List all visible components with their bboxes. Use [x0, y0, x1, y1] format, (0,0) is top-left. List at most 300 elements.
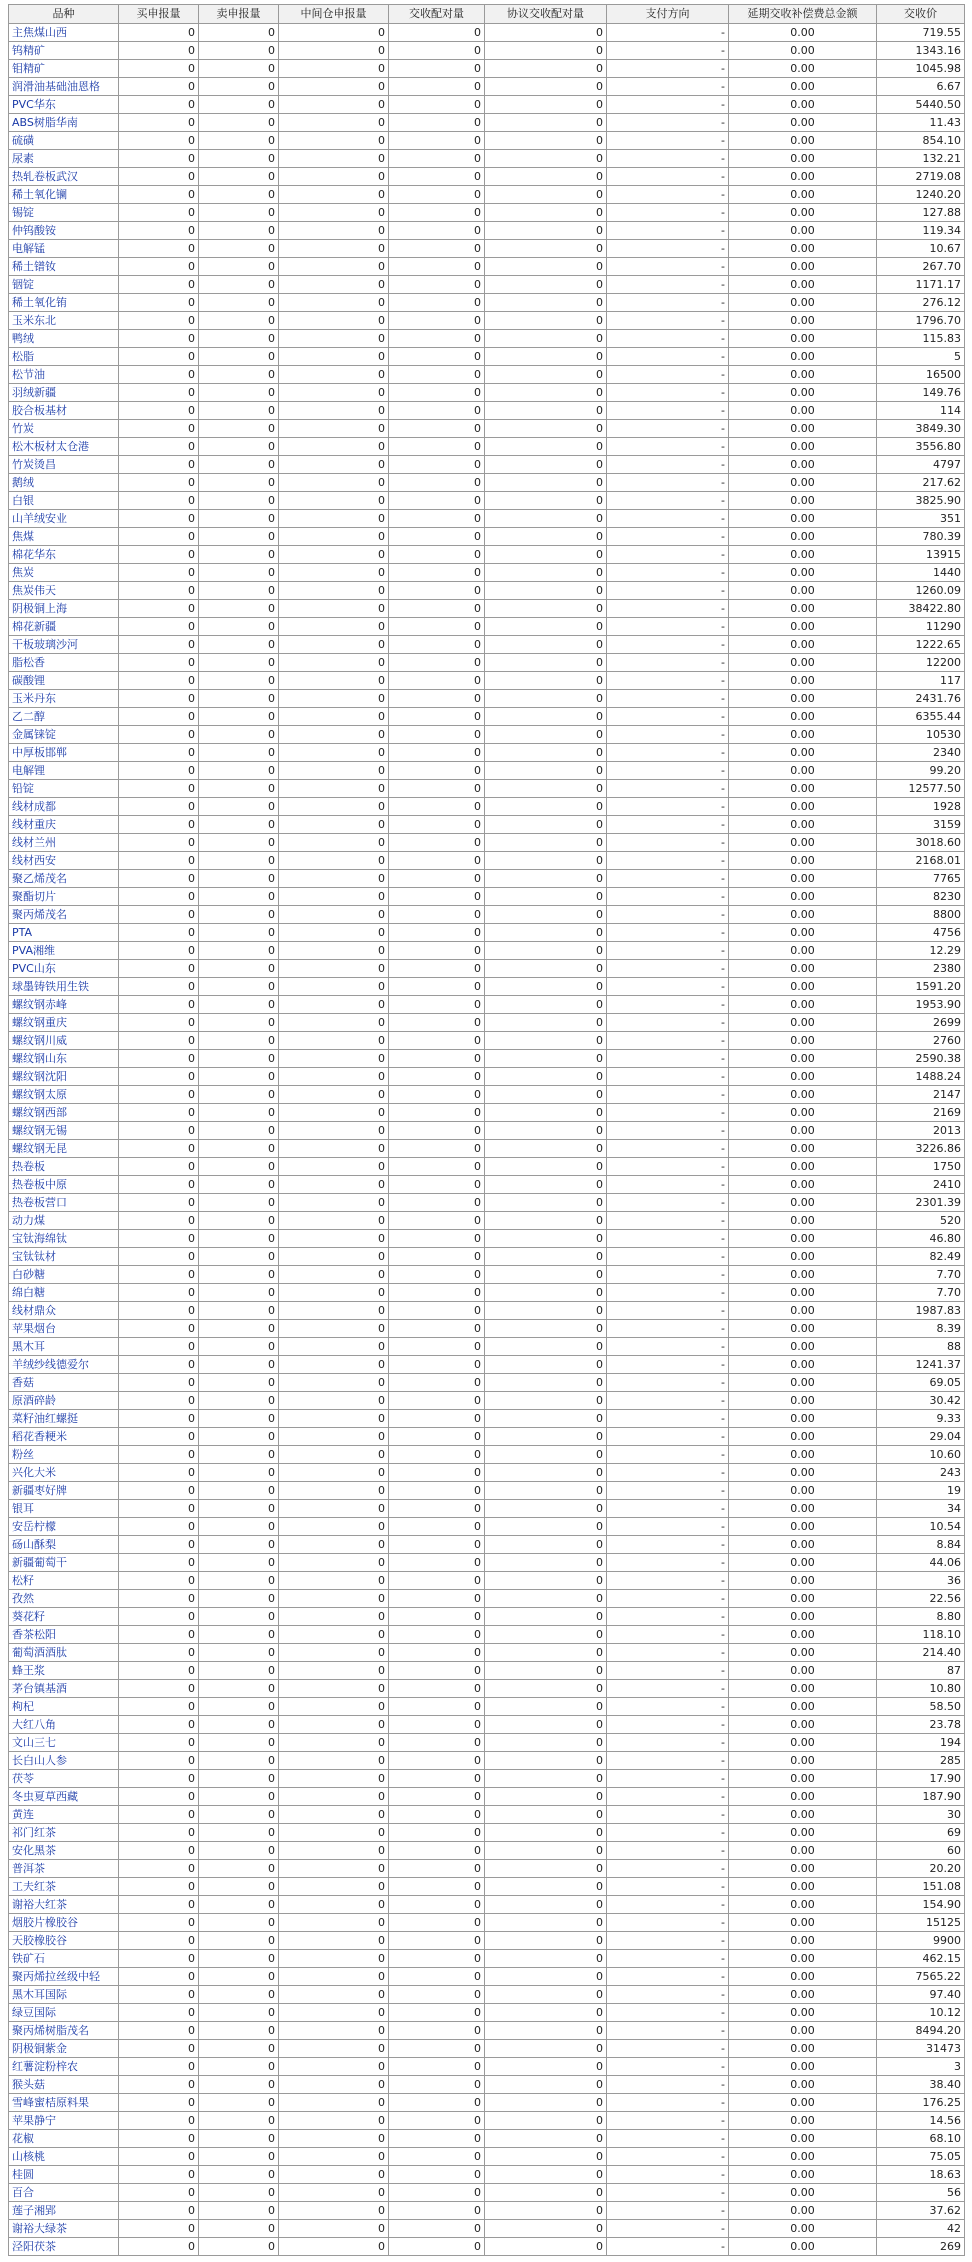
variety-cell[interactable]: 阴极铜紫金 [9, 2040, 119, 2058]
variety-cell[interactable]: PVC华东 [9, 96, 119, 114]
intermediate-declared-cell: 0 [279, 2022, 389, 2040]
variety-cell[interactable]: 泾阳茯茶 [9, 2238, 119, 2256]
variety-cell[interactable]: 孜然 [9, 1590, 119, 1608]
variety-cell[interactable]: 花椒 [9, 2130, 119, 2148]
variety-cell[interactable]: 阴极铜上海 [9, 600, 119, 618]
buy-declared-cell: 0 [119, 996, 199, 1014]
variety-cell[interactable]: 玉米丹东 [9, 690, 119, 708]
delivery-price-cell: 1488.24 [877, 1068, 965, 1086]
buy-declared-cell: 0 [119, 2130, 199, 2148]
variety-cell[interactable]: 茯苓 [9, 1770, 119, 1788]
agreement-matched-cell: 0 [485, 762, 607, 780]
agreement-matched-cell: 0 [485, 384, 607, 402]
variety-cell[interactable]: 聚丙烯树脂茂名 [9, 2022, 119, 2040]
variety-cell[interactable]: 白砂糖 [9, 1266, 119, 1284]
col-header-payment-direction: 支付方向 [607, 5, 729, 24]
variety-cell[interactable]: 烟胶片橡胶谷 [9, 1914, 119, 1932]
delivery-price-cell: 2590.38 [877, 1050, 965, 1068]
deferred-compensation-cell: 0.00 [729, 2184, 877, 2202]
variety-cell[interactable]: 脂松香 [9, 654, 119, 672]
delivery-matched-cell: 0 [389, 420, 485, 438]
variety-cell[interactable]: 桂圆 [9, 2166, 119, 2184]
variety-cell[interactable]: 线材鼎众 [9, 1302, 119, 1320]
payment-direction-cell: - [607, 1968, 729, 1986]
delivery-price-cell: 8.80 [877, 1608, 965, 1626]
intermediate-declared-cell: 0 [279, 1284, 389, 1302]
delivery-price-cell: 12200 [877, 654, 965, 672]
intermediate-declared-cell: 0 [279, 474, 389, 492]
sell-declared-cell: 0 [199, 384, 279, 402]
intermediate-declared-cell: 0 [279, 1554, 389, 1572]
sell-declared-cell: 0 [199, 1356, 279, 1374]
delivery-matched-cell: 0 [389, 1662, 485, 1680]
variety-cell[interactable]: 葡萄酒酒肽 [9, 1644, 119, 1662]
variety-cell[interactable]: 尿素 [9, 150, 119, 168]
deferred-compensation-cell: 0.00 [729, 1500, 877, 1518]
delivery-price-cell: 2169 [877, 1104, 965, 1122]
payment-direction-cell: - [607, 924, 729, 942]
variety-cell[interactable]: 润滑油基础油恩格 [9, 78, 119, 96]
variety-cell[interactable]: 金属铼锭 [9, 726, 119, 744]
intermediate-declared-cell: 0 [279, 1050, 389, 1068]
variety-cell[interactable]: 黑木耳 [9, 1338, 119, 1356]
payment-direction-cell: - [607, 2094, 729, 2112]
intermediate-declared-cell: 0 [279, 78, 389, 96]
variety-cell[interactable]: 香菇 [9, 1374, 119, 1392]
delivery-price-cell: 3159 [877, 816, 965, 834]
sell-declared-cell: 0 [199, 348, 279, 366]
payment-direction-cell: - [607, 1572, 729, 1590]
sell-declared-cell: 0 [199, 1086, 279, 1104]
variety-cell[interactable]: 原酒碎龄 [9, 1392, 119, 1410]
deferred-compensation-cell: 0.00 [729, 924, 877, 942]
variety-cell[interactable]: 黑木耳国际 [9, 1986, 119, 2004]
delivery-matched-cell: 0 [389, 2058, 485, 2076]
variety-cell[interactable]: 中厚板邯郸 [9, 744, 119, 762]
variety-cell[interactable]: 焦煤 [9, 528, 119, 546]
delivery-price-cell: 243 [877, 1464, 965, 1482]
variety-cell[interactable]: 宝钛钛材 [9, 1248, 119, 1266]
variety-cell[interactable]: 猴头菇 [9, 2076, 119, 2094]
variety-cell[interactable]: 螺纹钢山东 [9, 1050, 119, 1068]
deferred-compensation-cell: 0.00 [729, 1320, 877, 1338]
intermediate-declared-cell: 0 [279, 1500, 389, 1518]
buy-declared-cell: 0 [119, 24, 199, 42]
variety-cell[interactable]: 线材成都 [9, 798, 119, 816]
table-row [9, 42, 965, 60]
variety-cell[interactable]: 苹果烟台 [9, 1320, 119, 1338]
variety-cell[interactable]: 安化黑茶 [9, 1842, 119, 1860]
variety-cell[interactable]: 山羊绒安业 [9, 510, 119, 528]
table-row [9, 1266, 965, 1284]
variety-cell[interactable]: 铟锭 [9, 276, 119, 294]
variety-cell[interactable]: 聚丙烯拉丝级中轻 [9, 1968, 119, 1986]
variety-cell[interactable]: 仲钨酸铵 [9, 222, 119, 240]
deferred-compensation-cell: 0.00 [729, 1338, 877, 1356]
variety-cell[interactable]: 安岳柠檬 [9, 1518, 119, 1536]
agreement-matched-cell: 0 [485, 1608, 607, 1626]
variety-cell[interactable]: 球墨铸铁用生铁 [9, 978, 119, 996]
table-row [9, 2094, 965, 2112]
intermediate-declared-cell: 0 [279, 1734, 389, 1752]
deferred-compensation-cell: 0.00 [729, 672, 877, 690]
variety-cell[interactable]: 兴化大米 [9, 1464, 119, 1482]
delivery-table-container [8, 4, 964, 2256]
delivery-price-cell: 5 [877, 348, 965, 366]
intermediate-declared-cell: 0 [279, 402, 389, 420]
variety-cell[interactable]: 冬虫夏草西藏 [9, 1788, 119, 1806]
delivery-price-cell: 176.25 [877, 2094, 965, 2112]
table-row [9, 492, 965, 510]
variety-cell[interactable]: 羊绒纱线德爱尔 [9, 1356, 119, 1374]
intermediate-declared-cell: 0 [279, 60, 389, 78]
delivery-matched-cell: 0 [389, 1860, 485, 1878]
sell-declared-cell: 0 [199, 582, 279, 600]
delivery-price-cell: 10.80 [877, 1680, 965, 1698]
buy-declared-cell: 0 [119, 78, 199, 96]
variety-cell[interactable]: 螺纹钢赤峰 [9, 996, 119, 1014]
variety-cell[interactable]: 新疆葡萄干 [9, 1554, 119, 1572]
sell-declared-cell: 0 [199, 1500, 279, 1518]
payment-direction-cell: - [607, 2220, 729, 2238]
variety-cell[interactable]: 绿豆国际 [9, 2004, 119, 2022]
delivery-matched-cell: 0 [389, 1104, 485, 1122]
buy-declared-cell: 0 [119, 2076, 199, 2094]
variety-cell[interactable]: 竹炭 [9, 420, 119, 438]
buy-declared-cell: 0 [119, 2112, 199, 2130]
variety-cell[interactable]: 雪峰蜜桔原料果 [9, 2094, 119, 2112]
variety-cell[interactable]: 新疆枣好牌 [9, 1482, 119, 1500]
intermediate-declared-cell: 0 [279, 222, 389, 240]
agreement-matched-cell: 0 [485, 456, 607, 474]
sell-declared-cell: 0 [199, 2040, 279, 2058]
variety-cell[interactable]: 热卷板中原 [9, 1176, 119, 1194]
delivery-matched-cell: 0 [389, 2040, 485, 2058]
variety-cell[interactable]: 谢裕大绿茶 [9, 2220, 119, 2238]
delivery-price-cell: 38.40 [877, 2076, 965, 2094]
table-row [9, 1806, 965, 1824]
deferred-compensation-cell: 0.00 [729, 1878, 877, 1896]
intermediate-declared-cell: 0 [279, 798, 389, 816]
agreement-matched-cell: 0 [485, 1284, 607, 1302]
table-row [9, 312, 965, 330]
variety-cell[interactable]: PTA [9, 924, 119, 942]
sell-declared-cell: 0 [199, 2166, 279, 2184]
agreement-matched-cell: 0 [485, 726, 607, 744]
table-row [9, 114, 965, 132]
variety-cell[interactable]: 电解锰 [9, 240, 119, 258]
variety-cell[interactable]: 动力煤 [9, 1212, 119, 1230]
variety-cell[interactable]: 锡锭 [9, 204, 119, 222]
agreement-matched-cell: 0 [485, 1806, 607, 1824]
sell-declared-cell: 0 [199, 492, 279, 510]
delivery-price-cell: 351 [877, 510, 965, 528]
variety-cell[interactable]: 热轧卷板武汉 [9, 168, 119, 186]
buy-declared-cell: 0 [119, 1428, 199, 1446]
variety-cell[interactable]: 聚酯切片 [9, 888, 119, 906]
table-row [9, 1932, 965, 1950]
variety-cell[interactable]: 鹅绒 [9, 474, 119, 492]
variety-cell[interactable]: 文山三七 [9, 1734, 119, 1752]
buy-declared-cell: 0 [119, 1176, 199, 1194]
payment-direction-cell: - [607, 276, 729, 294]
agreement-matched-cell: 0 [485, 1104, 607, 1122]
deferred-compensation-cell: 0.00 [729, 1896, 877, 1914]
variety-cell[interactable]: 铅锭 [9, 780, 119, 798]
variety-cell[interactable]: 天胶橡胶谷 [9, 1932, 119, 1950]
payment-direction-cell: - [607, 366, 729, 384]
variety-cell[interactable]: 松木板材太仓港 [9, 438, 119, 456]
variety-cell[interactable]: 螺纹钢重庆 [9, 1014, 119, 1032]
variety-cell[interactable]: 主焦煤山西 [9, 24, 119, 42]
variety-cell[interactable]: 宝钛海绵钛 [9, 1230, 119, 1248]
delivery-price-cell: 3226.86 [877, 1140, 965, 1158]
buy-declared-cell: 0 [119, 744, 199, 762]
table-row [9, 564, 965, 582]
variety-cell[interactable]: 竹炭烫昌 [9, 456, 119, 474]
payment-direction-cell: - [607, 1410, 729, 1428]
agreement-matched-cell: 0 [485, 1158, 607, 1176]
payment-direction-cell: - [607, 1446, 729, 1464]
variety-cell[interactable]: 菜籽油红螺挺 [9, 1410, 119, 1428]
variety-cell[interactable]: 棉花华东 [9, 546, 119, 564]
variety-cell[interactable]: 山核桃 [9, 2148, 119, 2166]
variety-cell[interactable]: 胶合板基材 [9, 402, 119, 420]
deferred-compensation-cell: 0.00 [729, 1194, 877, 1212]
agreement-matched-cell: 0 [485, 312, 607, 330]
variety-cell[interactable]: 线材西安 [9, 852, 119, 870]
deferred-compensation-cell: 0.00 [729, 1284, 877, 1302]
delivery-matched-cell: 0 [389, 1464, 485, 1482]
variety-cell[interactable]: 银耳 [9, 1500, 119, 1518]
delivery-matched-cell: 0 [389, 708, 485, 726]
delivery-price-cell: 285 [877, 1752, 965, 1770]
buy-declared-cell: 0 [119, 168, 199, 186]
deferred-compensation-cell: 0.00 [729, 276, 877, 294]
variety-cell[interactable]: 螺纹钢太原 [9, 1086, 119, 1104]
variety-cell[interactable]: 砀山酥梨 [9, 1536, 119, 1554]
sell-declared-cell: 0 [199, 1608, 279, 1626]
buy-declared-cell: 0 [119, 564, 199, 582]
variety-cell[interactable]: 茅台镇基酒 [9, 1680, 119, 1698]
table-row [9, 1554, 965, 1572]
deferred-compensation-cell: 0.00 [729, 438, 877, 456]
buy-declared-cell: 0 [119, 1662, 199, 1680]
sell-declared-cell: 0 [199, 1302, 279, 1320]
variety-cell[interactable]: 长白山人参 [9, 1752, 119, 1770]
buy-declared-cell: 0 [119, 1698, 199, 1716]
payment-direction-cell: - [607, 1788, 729, 1806]
table-row [9, 1860, 965, 1878]
payment-direction-cell: - [607, 1068, 729, 1086]
delivery-price-cell: 20.20 [877, 1860, 965, 1878]
delivery-price-cell: 10.54 [877, 1518, 965, 1536]
agreement-matched-cell: 0 [485, 1248, 607, 1266]
sell-declared-cell: 0 [199, 438, 279, 456]
variety-cell[interactable]: 祁门红茶 [9, 1824, 119, 1842]
sell-declared-cell: 0 [199, 1518, 279, 1536]
variety-cell[interactable]: 螺纹钢沈阳 [9, 1068, 119, 1086]
table-row [9, 708, 965, 726]
variety-cell[interactable]: 螺纹钢川威 [9, 1032, 119, 1050]
delivery-price-cell: 8494.20 [877, 2022, 965, 2040]
payment-direction-cell: - [607, 2202, 729, 2220]
variety-cell[interactable]: PVA湘维 [9, 942, 119, 960]
deferred-compensation-cell: 0.00 [729, 1986, 877, 2004]
variety-cell[interactable]: 香茶松阳 [9, 1626, 119, 1644]
variety-cell[interactable]: 线材重庆 [9, 816, 119, 834]
variety-cell[interactable]: 螺纹钢无锡 [9, 1122, 119, 1140]
table-row [9, 1950, 965, 1968]
intermediate-declared-cell: 0 [279, 870, 389, 888]
variety-cell[interactable]: 钨精矿 [9, 42, 119, 60]
delivery-price-cell: 22.56 [877, 1590, 965, 1608]
variety-cell[interactable]: 谢裕大红茶 [9, 1896, 119, 1914]
variety-cell[interactable]: 钼精矿 [9, 60, 119, 78]
variety-cell[interactable]: 鸭绒 [9, 330, 119, 348]
table-row [9, 2166, 965, 2184]
variety-cell[interactable]: 铁矿石 [9, 1950, 119, 1968]
deferred-compensation-cell: 0.00 [729, 2004, 877, 2022]
delivery-price-cell: 4756 [877, 924, 965, 942]
agreement-matched-cell: 0 [485, 1536, 607, 1554]
payment-direction-cell: - [607, 1914, 729, 1932]
delivery-price-cell: 88 [877, 1338, 965, 1356]
variety-cell[interactable]: 碳酸锂 [9, 672, 119, 690]
variety-cell[interactable]: 焦炭 [9, 564, 119, 582]
variety-cell[interactable]: 玉米东北 [9, 312, 119, 330]
variety-cell[interactable]: 棉花新疆 [9, 618, 119, 636]
intermediate-declared-cell: 0 [279, 456, 389, 474]
variety-cell[interactable]: 蜂王浆 [9, 1662, 119, 1680]
delivery-matched-cell: 0 [389, 1500, 485, 1518]
sell-declared-cell: 0 [199, 456, 279, 474]
sell-declared-cell: 0 [199, 744, 279, 762]
deferred-compensation-cell: 0.00 [729, 2022, 877, 2040]
buy-declared-cell: 0 [119, 1680, 199, 1698]
variety-cell[interactable]: 红薯淀粉梓农 [9, 2058, 119, 2076]
deferred-compensation-cell: 0.00 [729, 78, 877, 96]
variety-cell[interactable]: 硫磺 [9, 132, 119, 150]
agreement-matched-cell: 0 [485, 2148, 607, 2166]
intermediate-declared-cell: 0 [279, 690, 389, 708]
variety-cell[interactable]: ABS树脂华南 [9, 114, 119, 132]
table-row [9, 204, 965, 222]
variety-cell[interactable]: 稀土氧化镧 [9, 186, 119, 204]
variety-cell[interactable]: 电解锂 [9, 762, 119, 780]
delivery-price-cell: 780.39 [877, 528, 965, 546]
variety-cell[interactable]: 普洱茶 [9, 1860, 119, 1878]
payment-direction-cell: - [607, 1500, 729, 1518]
intermediate-declared-cell: 0 [279, 24, 389, 42]
payment-direction-cell: - [607, 2148, 729, 2166]
delivery-price-cell: 1260.09 [877, 582, 965, 600]
variety-cell[interactable]: 羽绒新疆 [9, 384, 119, 402]
agreement-matched-cell: 0 [485, 60, 607, 78]
variety-cell[interactable]: 热卷板营口 [9, 1194, 119, 1212]
payment-direction-cell: - [607, 1842, 729, 1860]
buy-declared-cell: 0 [119, 2166, 199, 2184]
buy-declared-cell: 0 [119, 618, 199, 636]
deferred-compensation-cell: 0.00 [729, 582, 877, 600]
variety-cell[interactable]: 稀土氧化铕 [9, 294, 119, 312]
variety-cell[interactable]: 螺纹钢无昆 [9, 1140, 119, 1158]
variety-cell[interactable]: 苹果静宁 [9, 2112, 119, 2130]
deferred-compensation-cell: 0.00 [729, 528, 877, 546]
variety-cell[interactable]: 稀土镨钕 [9, 258, 119, 276]
buy-declared-cell: 0 [119, 1716, 199, 1734]
agreement-matched-cell: 0 [485, 690, 607, 708]
payment-direction-cell: - [607, 654, 729, 672]
payment-direction-cell: - [607, 1212, 729, 1230]
intermediate-declared-cell: 0 [279, 2166, 389, 2184]
delivery-matched-cell: 0 [389, 1842, 485, 1860]
table-row [9, 1536, 965, 1554]
variety-cell[interactable]: 工夫红茶 [9, 1878, 119, 1896]
variety-cell[interactable]: 松籽 [9, 1572, 119, 1590]
buy-declared-cell: 0 [119, 132, 199, 150]
variety-cell[interactable]: 松节油 [9, 366, 119, 384]
intermediate-declared-cell: 0 [279, 1230, 389, 1248]
variety-cell[interactable]: 线材兰州 [9, 834, 119, 852]
buy-declared-cell: 0 [119, 438, 199, 456]
intermediate-declared-cell: 0 [279, 1950, 389, 1968]
buy-declared-cell: 0 [119, 2094, 199, 2112]
deferred-compensation-cell: 0.00 [729, 600, 877, 618]
intermediate-declared-cell: 0 [279, 1374, 389, 1392]
variety-cell[interactable]: 聚乙烯茂名 [9, 870, 119, 888]
deferred-compensation-cell: 0.00 [729, 1716, 877, 1734]
buy-declared-cell: 0 [119, 1734, 199, 1752]
variety-cell[interactable]: 焦炭伟天 [9, 582, 119, 600]
delivery-price-cell: 2760 [877, 1032, 965, 1050]
variety-cell[interactable]: 乙二醇 [9, 708, 119, 726]
variety-cell[interactable]: 聚丙烯茂名 [9, 906, 119, 924]
agreement-matched-cell: 0 [485, 24, 607, 42]
variety-cell[interactable]: 稻花香粳米 [9, 1428, 119, 1446]
delivery-matched-cell: 0 [389, 1338, 485, 1356]
variety-cell[interactable]: 松脂 [9, 348, 119, 366]
agreement-matched-cell: 0 [485, 1500, 607, 1518]
sell-declared-cell: 0 [199, 1266, 279, 1284]
deferred-compensation-cell: 0.00 [729, 1248, 877, 1266]
variety-cell[interactable]: 干板玻璃沙河 [9, 636, 119, 654]
buy-declared-cell: 0 [119, 1482, 199, 1500]
variety-cell[interactable]: 黄连 [9, 1806, 119, 1824]
variety-cell[interactable]: 螺纹钢西部 [9, 1104, 119, 1122]
variety-cell[interactable]: 葵花籽 [9, 1608, 119, 1626]
delivery-price-cell: 97.40 [877, 1986, 965, 2004]
payment-direction-cell: - [607, 1824, 729, 1842]
buy-declared-cell: 0 [119, 1050, 199, 1068]
sell-declared-cell: 0 [199, 1140, 279, 1158]
variety-cell[interactable]: 大红八角 [9, 1716, 119, 1734]
sell-declared-cell: 0 [199, 96, 279, 114]
intermediate-declared-cell: 0 [279, 1716, 389, 1734]
delivery-price-cell: 7.70 [877, 1266, 965, 1284]
variety-cell[interactable]: 白银 [9, 492, 119, 510]
variety-cell[interactable]: 粉丝 [9, 1446, 119, 1464]
deferred-compensation-cell: 0.00 [729, 1428, 877, 1446]
payment-direction-cell: - [607, 456, 729, 474]
variety-cell[interactable]: 莲子湘郢 [9, 2202, 119, 2220]
variety-cell[interactable]: 枸杞 [9, 1698, 119, 1716]
variety-cell[interactable]: PVC山东 [9, 960, 119, 978]
variety-cell[interactable]: 热卷板 [9, 1158, 119, 1176]
delivery-matched-cell: 0 [389, 924, 485, 942]
variety-cell[interactable]: 绵白糖 [9, 1284, 119, 1302]
variety-cell[interactable]: 百合 [9, 2184, 119, 2202]
